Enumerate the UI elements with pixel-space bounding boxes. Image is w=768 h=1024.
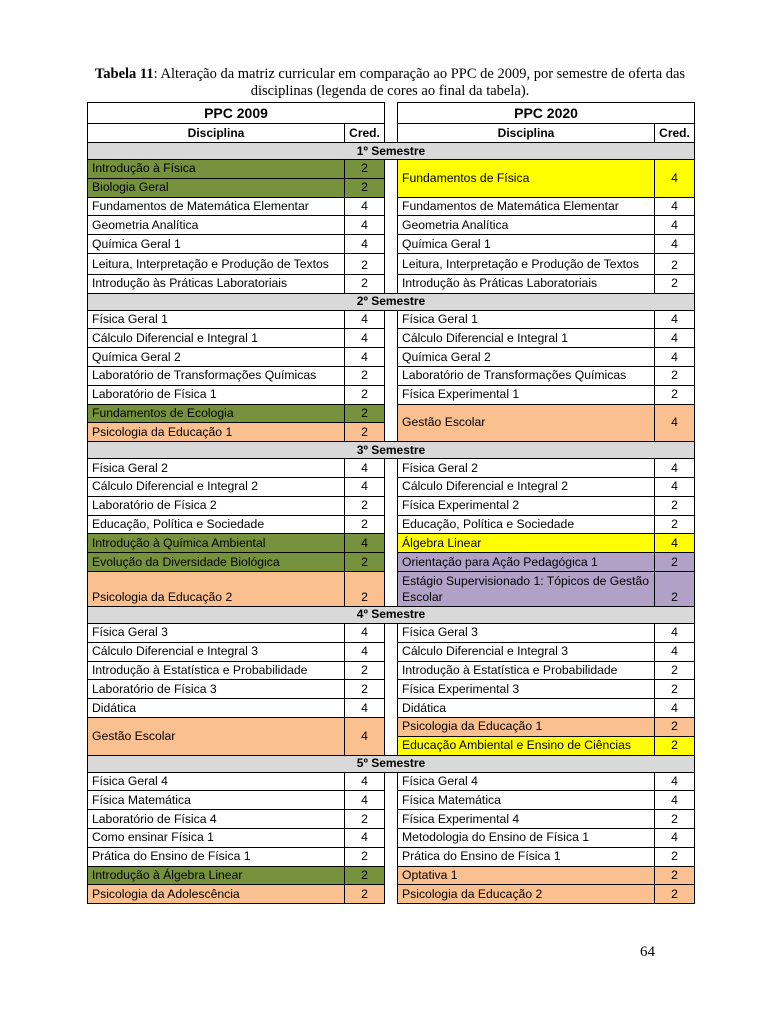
left-credits: 2 — [345, 178, 385, 197]
right-discipline: Química Geral 2 — [398, 348, 655, 367]
semester-header: 3º Semestre — [88, 442, 695, 459]
right-credits: 2 — [655, 717, 695, 736]
left-credits: 4 — [345, 348, 385, 367]
right-credits: 2 — [655, 366, 695, 385]
left-discipline-header: Disciplina — [88, 124, 345, 143]
right-discipline: Metodologia do Ensino de Física 1 — [398, 828, 655, 847]
semester-header: 5º Semestre — [88, 755, 695, 772]
right-discipline: Física Geral 4 — [398, 772, 655, 791]
left-discipline: Laboratório de Física 1 — [88, 385, 345, 404]
right-credits: 4 — [655, 310, 695, 329]
right-credits: 2 — [655, 680, 695, 699]
table-row — [88, 772, 695, 791]
left-credits: 2 — [345, 885, 385, 904]
table-row — [88, 680, 695, 699]
table-row — [88, 477, 695, 496]
left-discipline: Cálculo Diferencial e Integral 3 — [88, 642, 345, 661]
right-credits: 2 — [655, 496, 695, 515]
right-credits: 2 — [655, 274, 695, 293]
right-discipline: Física Geral 2 — [398, 459, 655, 478]
left-discipline: Gestão Escolar — [88, 717, 345, 755]
curriculum-comparison-table — [87, 102, 694, 904]
left-credits: 4 — [345, 235, 385, 254]
right-credits: 4 — [655, 235, 695, 254]
table-row — [88, 253, 695, 274]
table-row — [88, 274, 695, 293]
left-credits: 2 — [345, 496, 385, 515]
left-discipline: Educação, Política e Sociedade — [88, 515, 345, 534]
left-discipline: Física Geral 3 — [88, 623, 345, 642]
table-row — [88, 810, 695, 829]
table-row — [88, 216, 695, 235]
left-discipline: Biologia Geral — [88, 178, 345, 197]
right-discipline: Física Experimental 4 — [398, 810, 655, 829]
right-credits: 2 — [655, 736, 695, 755]
right-credits: 2 — [655, 385, 695, 404]
right-credits: 2 — [655, 866, 695, 885]
right-discipline: Laboratório de Transformações Químicas — [398, 366, 655, 385]
left-credits: 2 — [345, 866, 385, 885]
right-credits: 2 — [655, 661, 695, 680]
left-discipline: Fundamentos de Ecologia — [88, 404, 345, 423]
left-credits: 4 — [345, 699, 385, 718]
table-row — [88, 160, 695, 179]
left-discipline: Didática — [88, 699, 345, 718]
table-row — [88, 791, 695, 810]
right-credits: 4 — [655, 642, 695, 661]
right-discipline: Prática do Ensino de Física 1 — [398, 847, 655, 866]
right-credits: 4 — [655, 348, 695, 367]
table-row — [88, 828, 695, 847]
right-discipline: Cálculo Diferencial e Integral 1 — [398, 329, 655, 348]
right-credits: 2 — [655, 810, 695, 829]
right-discipline: Educação, Política e Sociedade — [398, 515, 655, 534]
left-credits: 4 — [345, 623, 385, 642]
left-discipline: Introdução à Química Ambiental — [88, 534, 345, 553]
right-discipline: Física Matemática — [398, 791, 655, 810]
right-discipline: Física Experimental 1 — [398, 385, 655, 404]
left-discipline: Como ensinar Física 1 — [88, 828, 345, 847]
right-discipline: Educação Ambiental e Ensino de Ciências — [398, 736, 655, 755]
right-credits: 2 — [655, 515, 695, 534]
table-row — [88, 699, 695, 718]
table-caption — [88, 66, 692, 100]
table-row — [88, 404, 695, 423]
right-credits: 4 — [655, 216, 695, 235]
left-discipline: Cálculo Diferencial e Integral 2 — [88, 477, 345, 496]
table-row — [88, 310, 695, 329]
right-credits: 2 — [655, 253, 695, 274]
right-credits: 4 — [655, 772, 695, 791]
left-credits: 2 — [345, 847, 385, 866]
right-credits: 4 — [655, 160, 695, 198]
left-credits: 2 — [345, 160, 385, 179]
left-discipline: Laboratório de Transformações Químicas — [88, 366, 345, 385]
left-credits: 2 — [345, 680, 385, 699]
right-discipline: Física Experimental 3 — [398, 680, 655, 699]
left-discipline: Laboratório de Física 2 — [88, 496, 345, 515]
left-credits: 4 — [345, 197, 385, 216]
right-discipline: Introdução às Práticas Laboratoriais — [398, 274, 655, 293]
table-row — [88, 197, 695, 216]
table-row — [88, 642, 695, 661]
right-credits: 4 — [655, 329, 695, 348]
right-discipline-header: Disciplina — [398, 124, 655, 143]
table-row — [88, 866, 695, 885]
left-credits: 4 — [345, 791, 385, 810]
right-discipline: Psicologia da Educação 1 — [398, 717, 655, 736]
semester-header: 1º Semestre — [88, 143, 695, 160]
table-row — [88, 661, 695, 680]
left-discipline: Física Matemática — [88, 791, 345, 810]
right-discipline: Gestão Escolar — [398, 404, 655, 442]
left-credits: 4 — [345, 642, 385, 661]
semester-header: 4º Semestre — [88, 606, 695, 623]
left-discipline: Psicologia da Adolescência — [88, 885, 345, 904]
table-row — [88, 329, 695, 348]
left-credits: 2 — [345, 553, 385, 572]
right-credits: 4 — [655, 828, 695, 847]
page-number: 64 — [640, 944, 655, 960]
left-credits: 4 — [345, 717, 385, 755]
left-discipline: Laboratório de Física 4 — [88, 810, 345, 829]
table-row — [88, 496, 695, 515]
left-credits: 4 — [345, 459, 385, 478]
table-row — [88, 366, 695, 385]
left-discipline: Psicologia da Educação 2 — [88, 571, 345, 606]
table-row — [88, 847, 695, 866]
table-row — [88, 235, 695, 254]
left-credits: 2 — [345, 810, 385, 829]
right-discipline: Psicologia da Educação 2 — [398, 885, 655, 904]
left-discipline: Evolução da Diversidade Biológica — [88, 553, 345, 572]
right-credits: 4 — [655, 699, 695, 718]
right-discipline: Fundamentos de Matemática Elementar — [398, 197, 655, 216]
left-discipline: Física Geral 2 — [88, 459, 345, 478]
left-discipline: Química Geral 2 — [88, 348, 345, 367]
right-credits: 4 — [655, 791, 695, 810]
left-credits: 4 — [345, 329, 385, 348]
table-row — [88, 459, 695, 478]
left-discipline: Leitura, Interpretação e Produção de Textos — [88, 253, 345, 274]
semester-header: 2º Semestre — [88, 293, 695, 310]
table-row — [88, 385, 695, 404]
right-discipline: Álgebra Linear — [398, 534, 655, 553]
right-discipline: Introdução à Estatística e Probabilidade — [398, 661, 655, 680]
left-credits-header: Cred. — [345, 124, 385, 143]
right-discipline: Didática — [398, 699, 655, 718]
table-row — [88, 348, 695, 367]
table-row — [88, 553, 695, 572]
left-discipline: Fundamentos de Matemática Elementar — [88, 197, 345, 216]
left-discipline: Introdução às Práticas Laboratoriais — [88, 274, 345, 293]
left-discipline: Introdução à Álgebra Linear — [88, 866, 345, 885]
right-discipline: Optativa 1 — [398, 866, 655, 885]
right-credits: 4 — [655, 404, 695, 442]
right-discipline: Estágio Supervisionado 1: Tópicos de Gestão Escolar — [398, 571, 655, 606]
right-credits: 2 — [655, 847, 695, 866]
ppc-2020-title: PPC 2020 — [398, 103, 695, 124]
left-credits: 4 — [345, 534, 385, 553]
right-credits: 4 — [655, 534, 695, 553]
left-credits: 2 — [345, 515, 385, 534]
left-discipline: Introdução à Física — [88, 160, 345, 179]
left-credits: 2 — [345, 274, 385, 293]
right-discipline: Química Geral 1 — [398, 235, 655, 254]
caption-text: : Alteração da matriz curricular em comparação ao PPC de 2009, por semestre de oferta das disciplinas (legenda de cores ao final da tabela). — [153, 66, 686, 99]
left-credits: 4 — [345, 216, 385, 235]
right-discipline: Cálculo Diferencial e Integral 2 — [398, 477, 655, 496]
left-discipline: Geometria Analítica — [88, 216, 345, 235]
right-credits: 2 — [655, 553, 695, 572]
table-row — [88, 515, 695, 534]
left-credits: 4 — [345, 477, 385, 496]
right-discipline: Física Geral 3 — [398, 623, 655, 642]
right-discipline: Orientação para Ação Pedagógica 1 — [398, 553, 655, 572]
left-credits: 2 — [345, 385, 385, 404]
right-credits: 2 — [655, 885, 695, 904]
left-credits: 2 — [345, 253, 385, 274]
left-discipline: Cálculo Diferencial e Integral 1 — [88, 329, 345, 348]
left-credits: 4 — [345, 310, 385, 329]
left-discipline: Física Geral 4 — [88, 772, 345, 791]
left-discipline: Física Geral 1 — [88, 310, 345, 329]
right-credits: 4 — [655, 459, 695, 478]
right-discipline: Fundamentos de Física — [398, 160, 655, 198]
table-row — [88, 885, 695, 904]
left-discipline: Laboratório de Física 3 — [88, 680, 345, 699]
left-credits: 2 — [345, 366, 385, 385]
left-discipline: Psicologia da Educação 1 — [88, 423, 345, 442]
left-credits: 4 — [345, 772, 385, 791]
left-credits: 2 — [345, 423, 385, 442]
left-discipline: Química Geral 1 — [88, 235, 345, 254]
left-discipline: Prática do Ensino de Física 1 — [88, 847, 345, 866]
left-credits: 2 — [345, 661, 385, 680]
ppc-2009-title: PPC 2009 — [88, 103, 385, 124]
right-discipline: Leitura, Interpretação e Produção de Textos — [398, 253, 655, 274]
left-discipline: Introdução à Estatística e Probabilidade — [88, 661, 345, 680]
right-credits: 2 — [655, 571, 695, 606]
right-credits: 4 — [655, 623, 695, 642]
table-row — [88, 534, 695, 553]
table-row — [88, 623, 695, 642]
right-discipline: Cálculo Diferencial e Integral 3 — [398, 642, 655, 661]
table-row — [88, 717, 695, 736]
caption-label: Tabela 11 — [94, 66, 154, 82]
right-discipline: Física Experimental 2 — [398, 496, 655, 515]
table-row — [88, 571, 695, 606]
left-credits: 2 — [345, 404, 385, 423]
right-credits-header: Cred. — [655, 124, 695, 143]
right-discipline: Geometria Analítica — [398, 216, 655, 235]
right-discipline: Física Geral 1 — [398, 310, 655, 329]
right-credits: 4 — [655, 197, 695, 216]
right-credits: 4 — [655, 477, 695, 496]
left-credits: 2 — [345, 571, 385, 606]
left-credits: 4 — [345, 828, 385, 847]
